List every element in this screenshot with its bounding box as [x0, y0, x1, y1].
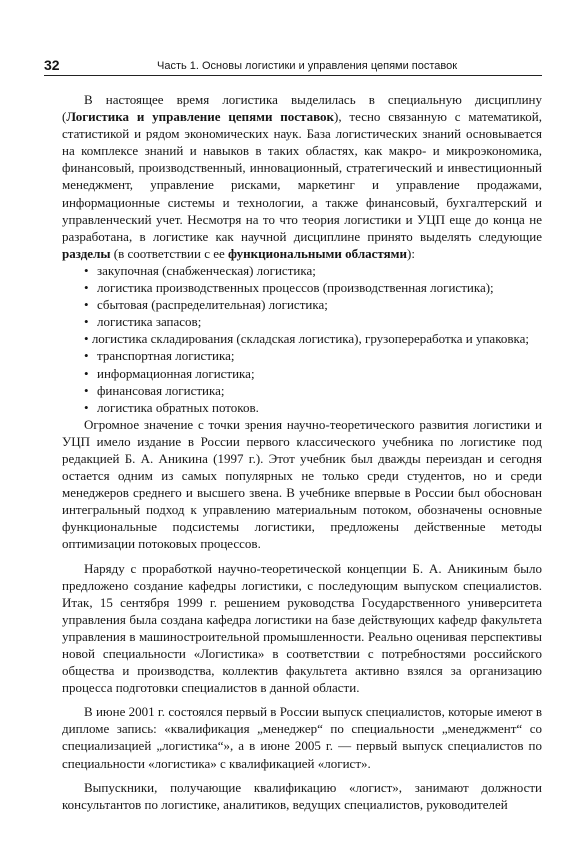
paragraph-intro [62, 91, 542, 262]
paragraph-graduates: Выпускники, получающие квалификацию «логист», занимают должности консультантов по логистике, аналитиков, ведущих специалистов, руководителей [62, 779, 542, 812]
list-item [62, 399, 542, 416]
bullet-icon: • [84, 348, 89, 364]
page-number: 32 [44, 57, 60, 73]
list-item [62, 330, 542, 347]
page-header [44, 57, 542, 77]
list-item [62, 279, 542, 296]
list-item [62, 347, 542, 364]
intro-text-2: ), тесно связанную с математикой, статистикой и рядом экономических наук. База логистических знаний основывается на комплексе знаний и навыков в таких областях, как макро- и микроэкономика, финансовый, производственный, инновационный, стратегический и инвестиционный менеджмент, управление рисками, маркетинг и управление продажами, информационные системы и технологии, а также финансовый, бухгалтерский и управленческий учет. Несмотря на то что теория логистики и УЦП еще до конца не разработана, в логистике как научной дисциплине принято выделять следующие [62, 109, 542, 244]
bullet-icon: • [84, 280, 89, 296]
list-item-text: транспортная логистика; [97, 348, 235, 364]
intro-text-1: В настоящее время логистика выделилась в специальную дисциплину ( [62, 92, 542, 125]
list-item [62, 313, 542, 330]
sections-list [62, 262, 542, 416]
list-item-text: логистика обратных потоков. [97, 399, 259, 415]
bullet-icon: • [84, 262, 89, 278]
list-item [62, 382, 542, 399]
paragraph-first-graduation: В июне 2001 г. состоялся первый в России выпуск специалистов, которые имеют в дипломе запись: «квалификация „менеджер“ по специальности „менеджмент“ со специализацией „логистика“», а в июне 2005 г. — первый выпуск специалистов по специальности «логистика» с квалификацией «логист». [62, 704, 542, 771]
intro-bold-sections: разделы [62, 245, 111, 261]
list-item-text: сбытовая (распределительная) логистика; [97, 297, 328, 313]
paragraph-department: Наряду с проработкой научно-теоретической концепции Б. А. Аникиным было предложено создание кафедры логистики, с последующим выпуском специалистов. Итак, 15 сентября 1999 г. решением руководства Государственного университета управления была создана кафедра логистики на базе действующих кафедр факультета управления в машиностроительной промышленности. Реально оценивая перспективы новой специальности «Логистика» в соответствии с потребностями российского общества и производства, коллектив факультета активно взялся за организацию процесса подготовки специалистов в данной области. [62, 560, 542, 696]
bullet-icon: • [84, 331, 89, 347]
list-item-text: логистика складирования (складская логистика), грузопереработка и упаковка; [91, 331, 529, 347]
body-text [62, 91, 542, 813]
list-item-text: логистика запасов; [97, 314, 202, 330]
list-item-text: финансовая логистика; [97, 382, 225, 398]
bullet-icon: • [84, 399, 89, 415]
bullet-icon: • [84, 365, 89, 381]
list-item [62, 365, 542, 382]
intro-bold-discipline: Логистика и управление цепями поставок [66, 109, 335, 125]
intro-text-4: ): [406, 245, 415, 261]
bullet-icon: • [84, 382, 89, 398]
bullet-icon: • [84, 314, 89, 330]
list-item-text: информационная логистика; [97, 365, 255, 381]
intro-text-3: (в соответствии с ее [110, 245, 228, 261]
list-item [62, 296, 542, 313]
list-item-text: логистика производственных процессов (производственная логистика); [97, 280, 494, 296]
intro-bold-functional-areas: функциональными областями [228, 245, 407, 261]
header-rule [44, 75, 542, 76]
bullet-icon: • [84, 297, 89, 313]
running-title: Часть 1. Основы логистики и управления цепями поставок [157, 60, 458, 72]
paragraph-textbook: Огромное значение с точки зрения научно-теоретического развития логистики и УЦП имело издание в России первого классического учебника по логистике под редакцией Б. А. Аникина (1997 г.). Этот учебник был дважды переиздан и сегодня остается одним из самых популярных не только среди студентов, но и среди менеджеров среднего и высшего звена. В учебнике впервые в России был обоснован интегральный подход к управлению материальным потоком, обозначены основные функциональные подсистемы логистики, предложены действенные методы оптимизации потоковых процессов. [62, 416, 542, 552]
list-item [62, 262, 542, 279]
list-item-text: закупочная (снабженческая) логистика; [97, 262, 316, 278]
